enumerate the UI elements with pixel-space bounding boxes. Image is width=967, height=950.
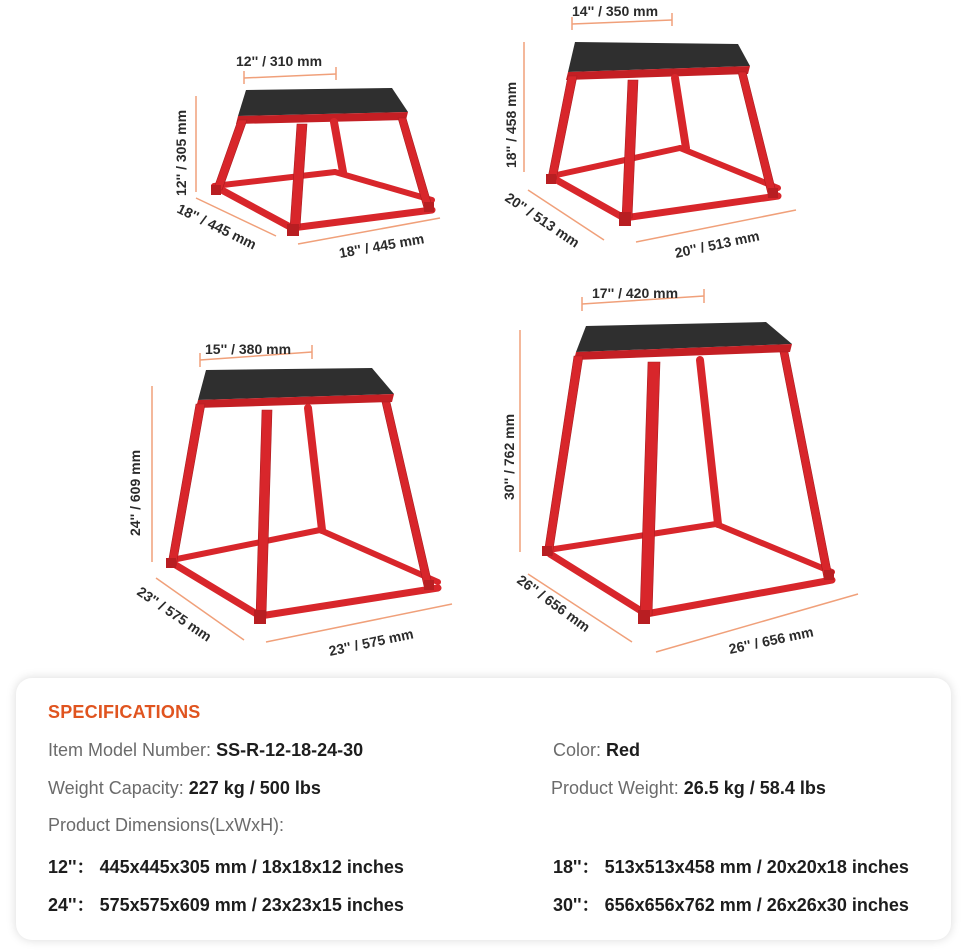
- model-number-label: Item Model Number:: [48, 740, 212, 760]
- size-12-value: 445x445x305 mm / 18x18x12 inches: [99, 857, 404, 877]
- box-12-depth-label: 18'' / 445 mm: [174, 200, 260, 253]
- size-24-value: 575x575x609 mm / 23x23x15 inches: [99, 895, 404, 915]
- box-30-width-label: 26'' / 656 mm: [727, 623, 815, 657]
- color-row: [553, 740, 640, 761]
- box-24-width-label: 23'' / 575 mm: [327, 625, 415, 659]
- color-value: Red: [606, 740, 641, 760]
- size-30-row: [553, 891, 909, 917]
- product-dimensions-label: Product Dimensions(LxWxH):: [48, 815, 285, 835]
- box-18-top-label: 14'' / 350 mm: [572, 3, 659, 19]
- box-12-top-label: 12'' / 310 mm: [236, 53, 323, 69]
- size-18-row: [553, 853, 909, 879]
- box-30-depth-label: 26'' / 656 mm: [514, 571, 594, 636]
- size-30-label: 30''：: [553, 895, 600, 915]
- weight-capacity-label: Weight Capacity:: [48, 778, 184, 798]
- box-12-top-pad: [238, 88, 408, 116]
- box-30-top-label: 17'' / 420 mm: [592, 285, 679, 301]
- size-30-value: 656x656x762 mm / 26x26x30 inches: [604, 895, 909, 915]
- size-18-label: 18''：: [553, 857, 600, 877]
- size-24-row: [48, 891, 404, 917]
- box-24-top-label: 15'' / 380 mm: [205, 341, 292, 357]
- box-12-top-dimension-line: [244, 74, 336, 78]
- box-18-height-label: 18'' / 458 mm: [503, 81, 519, 168]
- box-12-inch: [211, 88, 434, 236]
- box-18-width-label: 20'' / 513 mm: [673, 227, 761, 261]
- color-label: Color:: [553, 740, 602, 760]
- box-24-height-label: 24'' / 609 mm: [127, 449, 143, 536]
- product-weight-label: Product Weight:: [551, 778, 679, 798]
- box-30-height-label: 30'' / 762 mm: [501, 413, 517, 500]
- specifications-panel: [16, 678, 951, 940]
- model-number-row: [48, 740, 363, 761]
- size-12-label: 12''：: [48, 857, 95, 877]
- model-number-value: SS-R-12-18-24-30: [216, 740, 364, 760]
- box-18-inch: [546, 42, 778, 226]
- box-24-depth-label: 23'' / 575 mm: [134, 583, 215, 645]
- weight-capacity-value: 227 kg / 500 lbs: [188, 778, 321, 798]
- product-weight-row: [551, 778, 826, 799]
- box-30-inch: [542, 322, 834, 624]
- weight-capacity-row: [48, 778, 321, 799]
- box-12-height-label: 12'' / 305 mm: [173, 109, 189, 196]
- size-12-row: [48, 853, 404, 879]
- product-weight-value: 26.5 kg / 58.4 lbs: [683, 778, 826, 798]
- specifications-heading: SPECIFICATIONS: [48, 702, 201, 722]
- box-12-width-label: 18'' / 445 mm: [337, 230, 426, 261]
- box-18-depth-label: 20'' / 513 mm: [502, 189, 583, 251]
- product-dimensions-row: [48, 815, 284, 836]
- box-24-inch: [166, 368, 438, 624]
- size-18-value: 513x513x458 mm / 20x20x18 inches: [604, 857, 909, 877]
- size-24-label: 24''：: [48, 895, 95, 915]
